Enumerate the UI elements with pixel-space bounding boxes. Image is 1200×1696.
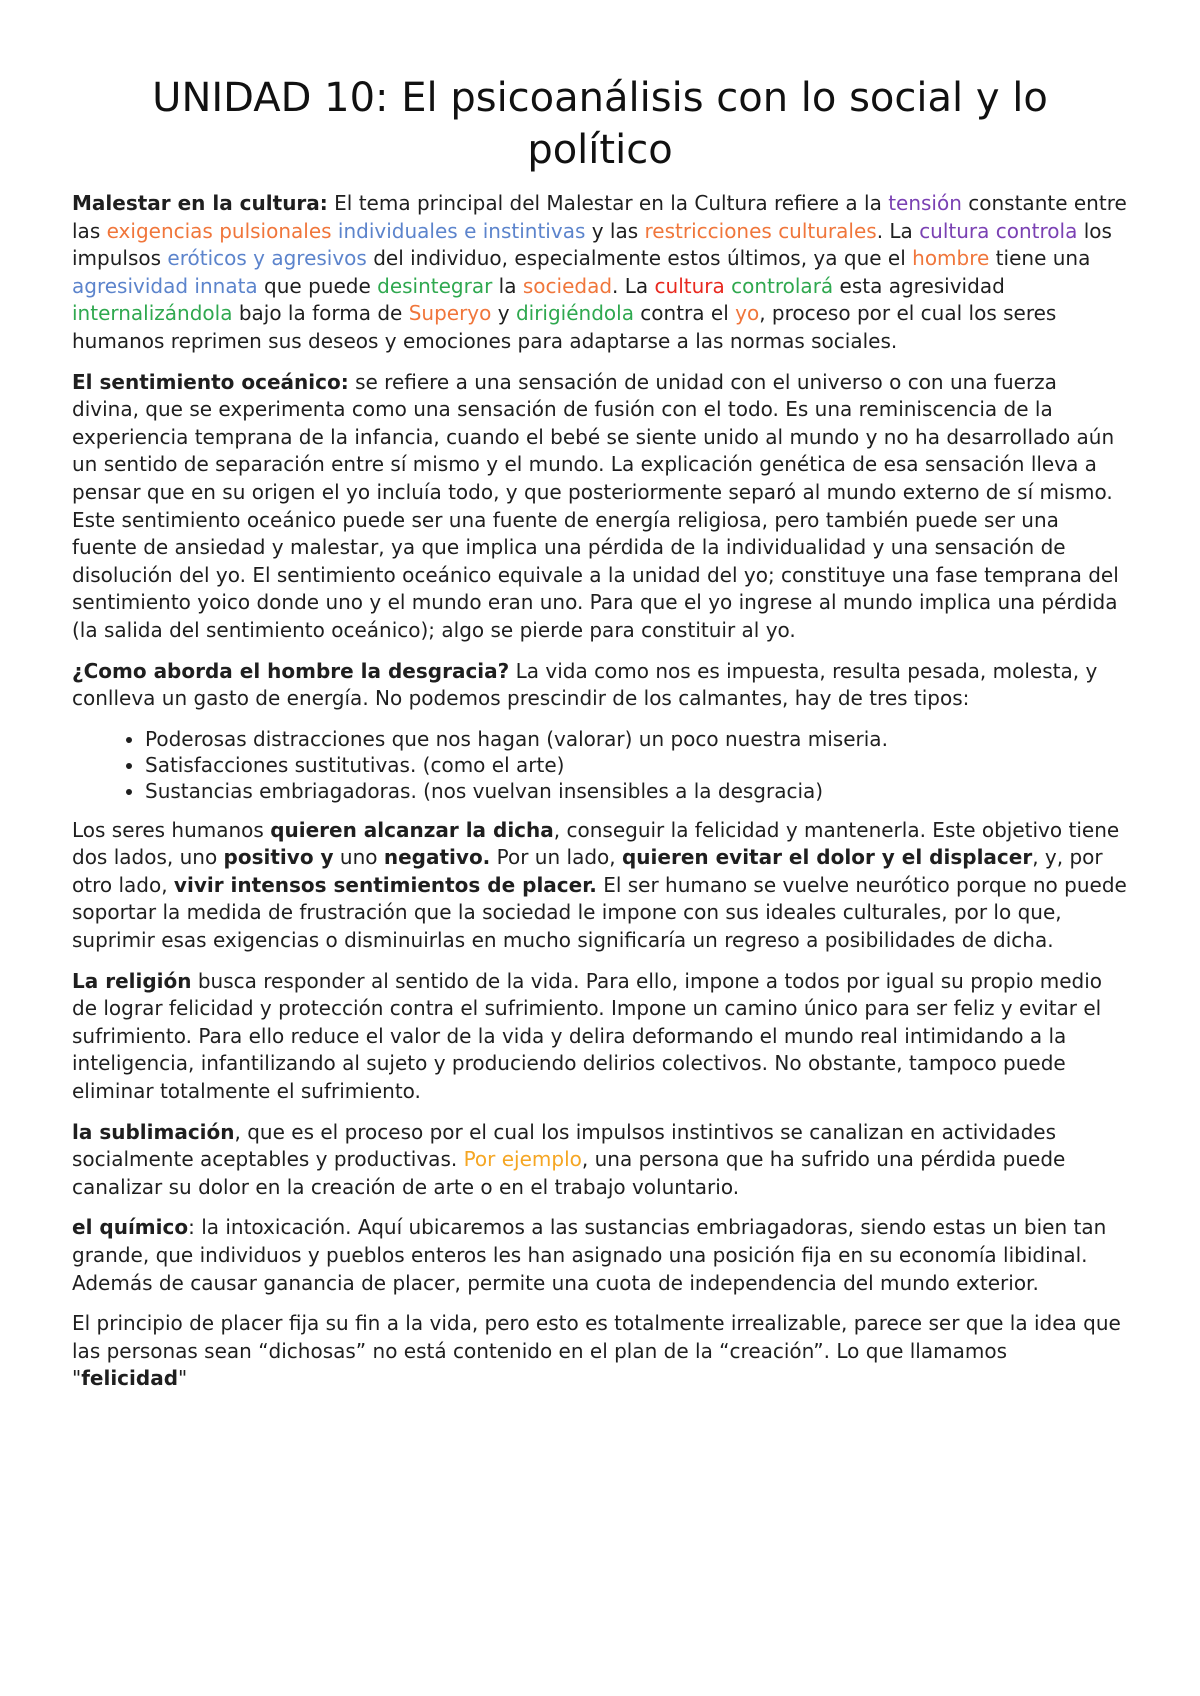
text-run: Por un lado, [490,845,622,870]
bold-text: El sentimiento oceánico: [72,369,349,394]
text-run: : la intoxicación. Aquí ubicaremos a las sustancias embriagadoras, siendo estas un bien tan grande, que individuos y pueblos enteros les han asignado una posición fija en su economía libidinal. Además de causar ganancia de placer, permite una cuota de independencia del mundo exterior. [72,1215,1107,1295]
highlighted-text: desintegrar [377,273,493,298]
text-run: la [492,273,523,298]
text-run: , conseguir la felicidad y mantenerla. Este objetivo tiene dos lados, uno [72,817,1120,870]
text-run: La vida como nos es impuesta, resulta pesada, molesta, y conlleva un gasto de energía. No podemos prescindir de los calmantes, hay de tres tipos: [72,658,1098,711]
text-run: . La [876,218,920,243]
text-run: , que es el proceso por el cual los impulsos instintivos se canalizan en actividades socialmente aceptables y productivas. [72,1119,1057,1172]
paragraph-sublimacion [72,1119,1128,1202]
text-run: los impulsos [72,218,1112,271]
bold-text: quieren evitar el dolor y el displacer [621,845,1033,870]
text-run: , una persona que ha sufrido una pérdida puede canalizar su dolor en la creación de arte o en el trabajo voluntario. [72,1147,1066,1199]
paragraph-desgracia [72,658,1128,713]
highlighted-text: internalizándola [72,301,233,326]
highlighted-text: dirigiéndola [515,301,634,326]
paragraph-malestar [72,190,1128,356]
text-run: " [178,1366,188,1391]
paragraph-principio [72,1310,1128,1393]
text-run: contra el [633,301,736,326]
bold-text: Malestar en la cultura: [72,191,328,215]
body-section-bottom [72,817,1128,1393]
highlighted-text: agresividad innata [72,273,258,298]
bold-text: la sublimación [72,1119,235,1144]
text-run: esta agresividad [833,273,1005,298]
highlighted-text: controlará [731,273,834,298]
text-run: El ser humano se vuelve neurótico porque no puede soportar la medida de frustración que la sociedad le impone con sus ideales culturales, por lo que, suprimir esas exigencias o disminuirlas en mucho significaría un regreso a posibilidades de dicha. [72,872,1127,953]
highlighted-text: exigencias pulsionales [106,218,332,243]
text-run: El tema principal del Malestar en la Cultura refiere a la [327,191,889,215]
highlighted-text: individuales e instintivas [337,218,586,243]
list-item: • Sustancias embriagadoras. (nos vuelvan insensibles a la desgracia) [145,778,1128,804]
highlighted-text: Por ejemplo [463,1147,582,1172]
text-run: y [491,301,516,326]
highlighted-text: hombre [912,246,990,271]
paragraph-religion [72,968,1128,1106]
paragraph-dicha [72,817,1128,955]
highlighted-text: tensión [888,191,962,215]
text-run: Los seres humanos [72,817,271,842]
text-run: busca responder al sentido de la vida. Para ello, impone a todos por igual su propio medio de lograr felicidad y protección contra el sufrimiento. Impone un camino único para ser feliz y evitar el sufrimiento. Para ello reduce el valor de la vida y delira deformando el mundo real intimidando a la inteligencia, infantilizando al sujeto y produciendo delirios colectivos. No obstante, tampoco puede eliminar totalmente el sufrimiento. [72,968,1103,1104]
list-item: • Satisfacciones sustitutivas. (como el arte) [145,752,1128,778]
text-run: , proceso por el cual los seres humanos reprimen sus deseos y emociones para adaptarse a las normas sociales. [72,301,1057,353]
text-run: El principio de placer fija su fin a la vida, pero esto es totalmente irrealizable, parece ser que la idea que las personas sean “dichosas” no está contenido en el plan de la “creación”. Lo que llamamos " [72,1311,1121,1391]
bold-text: quieren alcanzar la dicha [270,817,554,842]
highlighted-text: cultura controla [919,218,1078,243]
body-section-top [72,190,1128,713]
text-run: se refiere a una sensación de unidad con el universo o con una fuerza divina, que se experimenta como una sensación de fusión con el todo. Es una reminiscencia de la experiencia temprana de la infancia, cuando el bebé se siente unido al mundo y no ha desarrollado aún un sentido de separación entre sí mismo y el mundo. La explicación genética de esa sensación lleva a pensar que en su origen el yo incluía todo, y que posteriormente separó al mundo externo de sí mismo. Este sentimiento oceánico puede ser una fuente de energía religiosa, pero también puede ser una fuente de ansiedad y malestar, ya que implica una pérdida de la individualidad y una sensación de disolución del yo. El sentimiento oceánico equivale a la unidad del yo; constituye una fase temprana del sentimiento yoico donde uno y el mundo eran uno. Para que el yo ingrese al mundo implica una pérdida (la salida del sentimiento oceánico); algo se pierde para constituir al yo. [72,369,1119,642]
bold-text: La religión [72,968,192,993]
bold-text: negativo. [383,845,491,870]
highlighted-text: cultura [654,273,725,298]
highlighted-text: yo [735,301,760,326]
bold-text: positivo y [223,845,334,870]
page-title: UNIDAD 10: El psicoanálisis con lo social y lo político [152,75,1048,173]
paragraph-oceanico [72,369,1128,645]
bold-text: ¿Como aborda el hombre la desgracia? [72,658,510,683]
list-item: • Poderosas distracciones que nos hagan (valorar) un poco nuestra miseria. [145,726,1128,752]
highlighted-text: restricciones culturales [644,218,877,243]
text-run: . La [612,273,655,298]
calmantes-list [72,726,1128,804]
text-run: constante entre las [72,191,1127,243]
text-run: , y, por otro lado, [72,845,1103,897]
text-run: del individuo, especialmente estos últimos, ya que el [366,246,913,271]
text-run: que puede [257,273,378,298]
text-run: tiene una [989,246,1091,271]
bold-text: felicidad [81,1366,179,1391]
bold-text: el químico [72,1215,189,1240]
bold-text: vivir intensos sentimientos de placer. [173,872,597,897]
highlighted-text: eróticos y agresivos [167,246,367,271]
highlighted-text: Superyo [408,301,492,326]
text-run: bajo la forma de [232,301,409,326]
text-run: y las [585,218,645,243]
highlighted-text: sociedad [522,273,613,298]
text-run: uno [333,845,384,870]
paragraph-quimico [72,1214,1128,1297]
